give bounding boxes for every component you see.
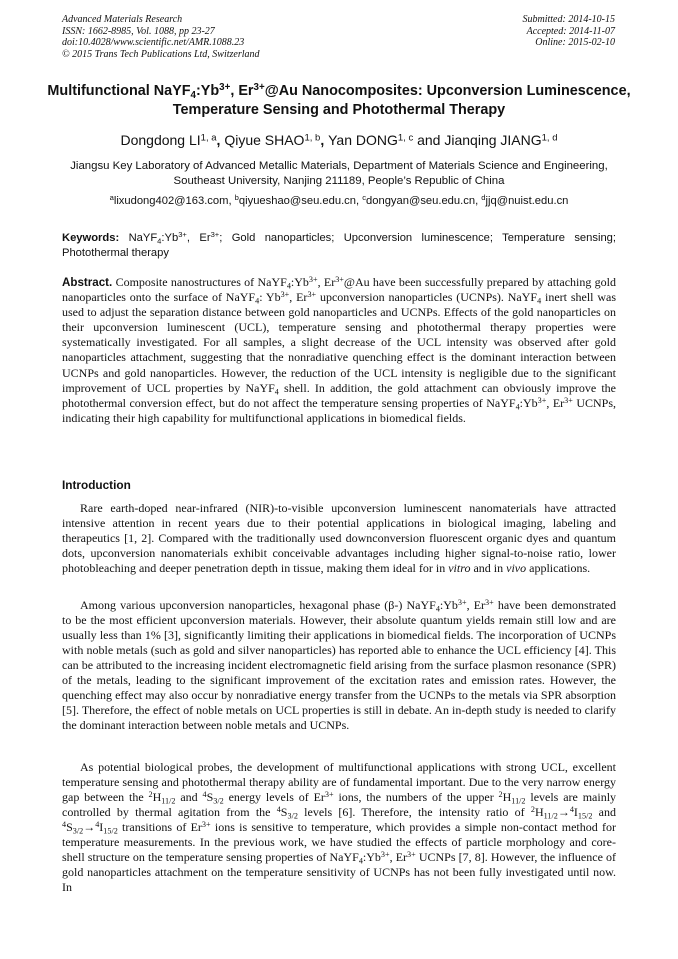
journal-header-left bbox=[62, 14, 260, 60]
intro-paragraph-3: As potential biological probes, the development of multifunctional applications with strong UCL, excellent temperature sensing and photothermal therapy ability are of fundamental important. Due to the very narrow energy gap between the $^2H_{11/2}$ and $^4S_{3/2}$ energy levels of $Er^{3+}$ ions, the numbers of the upper $^2H_{11/2}$ levels are mainly controlled by thermal agitation from the $^4S_{3/2}$ levels [6]. Therefore, the intensity ratio of $^2H_{11/2}\to^4I_{15/2}$ and $^4S_{3/2}\to^4I_{15/2}$ transitions of $Er^{3+}$ ions is sensitive to temperature, which provides a simple non-contact method for temperature measurements. In the previous work, we have studied the effects of particle morphology and core-shell structure on the temperature sensing properties of $NaYF_4:Yb^{3+}$, $Er^{3+}$ UCNPs [7, 8]. However, the influence of gold nanoparticles attachment on the temperature sensitivity of UCNPs has not been fully investigated until now. In bbox=[62, 760, 617, 895]
author-name: Dongdong LI bbox=[120, 132, 201, 148]
email-list: $^a$lixudong402@163.com, $^b$qiyueshao@seu.edu.cn, $^c$dongyan@seu.edu.cn, $^d$jjq@nuist.edu.cn bbox=[109, 193, 569, 207]
email-link[interactable]: lixudong402@163.com bbox=[113, 195, 229, 207]
abstract: Abstract. Composite nanostructures of $NaYF_4:Yb^{3+}$, $Er^{3+}@Au$ have been successfully prepared by attaching gold nanoparticles onto the surface of NaYF$_4$: $Yb^{3+}$, $Er^{3+}$ upconversion nanoparticles (UCNPs). NaYF$_4$ inert shell was used to adjust the separation distance between gold nanoparticles and UCNPs. Effects of the gold nanoparticles on their upconversion luminescent (UCL), temperature sensing and photothermal therapy properties were systematically investigated. For all samples, a slight decrease of the UCL intensity was observed after gold nanoparticles attachment, suggesting that the nonradiative quenching effect is the dominant interaction between UCNPs and gold nanoparticles. However, the reduction of the UCL intensity is negligible due to the significant improvement of UCL properties by NaYF$_4$ shell. In addition, the gold attachment can obviously improve the photothermal conversion effect, but do not affect the temperature sensing properties of $NaYF_4:Yb^{3+}$, $Er^{3+}$ UCNPs, indicating their high capability for multifunctional applications in biomedical fields. bbox=[62, 274, 617, 425]
abstract-label: Abstract. bbox=[62, 276, 113, 289]
journal-name: Advanced Materials Research bbox=[62, 14, 183, 25]
journal-header-right bbox=[523, 14, 616, 49]
email-link[interactable]: dongyan@seu.edu.cn bbox=[366, 195, 476, 207]
keywords-label: Keywords: bbox=[62, 232, 120, 244]
section-heading-introduction: Introduction bbox=[62, 478, 131, 492]
paper-title: Multifunctional $NaYF_4:Yb^{3+}$, $Er^{3+}@Au$ Nanocomposites: Upconversion Luminescence, Temperature Sensing and Photothermal Therapy bbox=[47, 82, 631, 118]
intro-paragraph-1: Rare earth-doped near-infrared (NIR)-to-visible upconversion luminescent nanomaterials have attracted intensive attention in recent years due to their potential applications in biological imaging, labeling and therapeutics [1, 2]. Compared with the traditionally used downconversion fluorescent organic dyes and quantum dots, upconversion nanomaterials exhibit conceivable advantages including higher signal-to-noise ratio, lower photobleaching and deeper penetration depth in tissue, making them ideal for in vitro and in vivo applications. bbox=[62, 501, 616, 576]
author-list: Dongdong LI$^{1, a}$, Qiyue SHAO$^{1, b}$, Yan DONG$^{1, c}$ and Jianqing JIANG$^{1, d}$ bbox=[120, 132, 558, 148]
email-link[interactable]: qiyueshao@seu.edu.cn bbox=[238, 195, 356, 207]
email-link[interactable]: jjq@nuist.edu.cn bbox=[485, 195, 569, 207]
author-name: Jianqing JIANG bbox=[444, 132, 542, 148]
affiliation: Jiangsu Key Laboratory of Advanced Metallic Materials, Department of Materials Science and Engineering, Southeast University, Nanjing 211189, People’s Republic of China bbox=[70, 160, 608, 187]
intro-paragraph-2: Among various upconversion nanoparticles, hexagonal phase (β-) $NaYF_4:Yb^{3+}$, $Er^{3+}$ have been demonstrated to be the most efficient upconversion materials. However, their absolute quantum yields remain still low and are usually less than 1% [3], significantly limiting their applications in biomedical fields. The incorporation of UCNPs with noble metals (such as gold and silver nanoparticles) has reported able to enhance the UCL efficiency [4]. This can be attributed to the increasing incident electromagnetic field arising from the surface plasmon resonance (SPR) of the metals, leading to the significant improvement of the excitation rates and emission rates. However, the quenching effect may also occur by nonradiative energy transfer from the UCNPs to the metals via SPR absorption [5]. Therefore, the effect of noble metals on UCL properties is still in debate. An in-depth study is needed to clarify the dominant interaction between noble metals and UCNPs. bbox=[62, 597, 617, 733]
online-date: Online: 2015-02-10 bbox=[535, 37, 615, 49]
copyright: © 2015 Trans Tech Publications Ltd, Switzerland bbox=[62, 48, 260, 60]
author-name: Yan DONG bbox=[328, 132, 398, 148]
submitted-date: Submitted: 2014-10-15 bbox=[522, 14, 615, 25]
doi[interactable]: doi:10.4028/www.scientific.net/AMR.1088.23 bbox=[62, 37, 245, 49]
keywords: Keywords: $NaYF_4:Yb^{3+}$, $Er^{3+}$; Gold nanoparticles; Upconversion luminescence; Temperature sensing; Photothermal therapy bbox=[62, 230, 617, 259]
issn: ISSN: 1662-8985, Vol. 1088, pp 23-27 bbox=[62, 25, 215, 37]
author-name: Qiyue SHAO bbox=[224, 132, 305, 148]
accepted-date: Accepted: 2014-11-07 bbox=[526, 25, 615, 37]
